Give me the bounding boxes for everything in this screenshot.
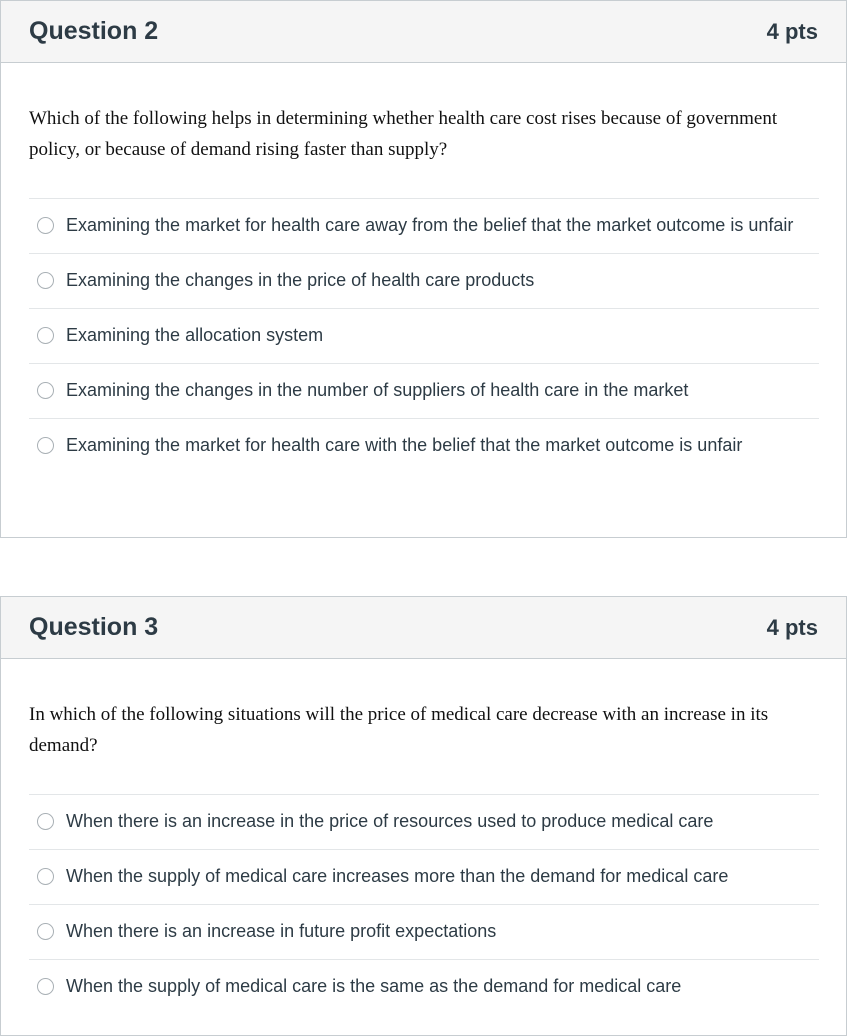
question-header (1, 597, 846, 659)
answer-label[interactable]: Examining the allocation system (66, 325, 324, 345)
radio-button[interactable] (37, 327, 54, 344)
answer-label[interactable]: When there is an increase in future profit expectations (66, 921, 497, 941)
question-points: 4 pts (766, 18, 818, 44)
answer-option[interactable] (29, 959, 819, 1014)
answer-label[interactable]: Examining the changes in the price of health care products (66, 270, 535, 290)
radio-button[interactable] (37, 217, 54, 234)
answer-option[interactable] (29, 253, 819, 308)
answer-option[interactable] (29, 849, 819, 904)
answer-label[interactable]: When there is an increase in the price of resources used to produce medical care (66, 811, 714, 831)
answer-option[interactable] (29, 198, 819, 253)
question-text: Which of the following helps in determining whether health care cost rises because of government policy, or because of demand rising faster than supply? (29, 108, 778, 160)
answer-label[interactable]: Examining the market for health care away from the belief that the market outcome is unfair (66, 215, 794, 235)
answer-label[interactable]: Examining the market for health care with the belief that the market outcome is unfair (66, 435, 743, 455)
radio-button[interactable] (37, 382, 54, 399)
question-3-card (0, 596, 847, 1036)
question-title: Question 2 (29, 17, 159, 45)
answer-label[interactable]: When the supply of medical care increases more than the demand for medical care (66, 866, 729, 886)
answer-option[interactable] (29, 418, 819, 473)
answer-list (29, 794, 819, 1014)
radio-button[interactable] (37, 978, 54, 995)
radio-button[interactable] (37, 272, 54, 289)
question-title: Question 3 (29, 613, 159, 641)
answer-label[interactable]: When the supply of medical care is the same as the demand for medical care (66, 976, 682, 996)
question-text: In which of the following situations will the price of medical care decrease with an increase in its demand? (29, 704, 769, 756)
question-header (1, 1, 846, 63)
question-points: 4 pts (766, 614, 818, 640)
answer-option[interactable] (29, 363, 819, 418)
answer-option[interactable] (29, 308, 819, 363)
answer-list (29, 198, 819, 473)
answer-label[interactable]: Examining the changes in the number of suppliers of health care in the market (66, 380, 689, 400)
radio-button[interactable] (37, 813, 54, 830)
answer-option[interactable] (29, 794, 819, 849)
radio-button[interactable] (37, 868, 54, 885)
radio-button[interactable] (37, 923, 54, 940)
answer-option[interactable] (29, 904, 819, 959)
radio-button[interactable] (37, 437, 54, 454)
